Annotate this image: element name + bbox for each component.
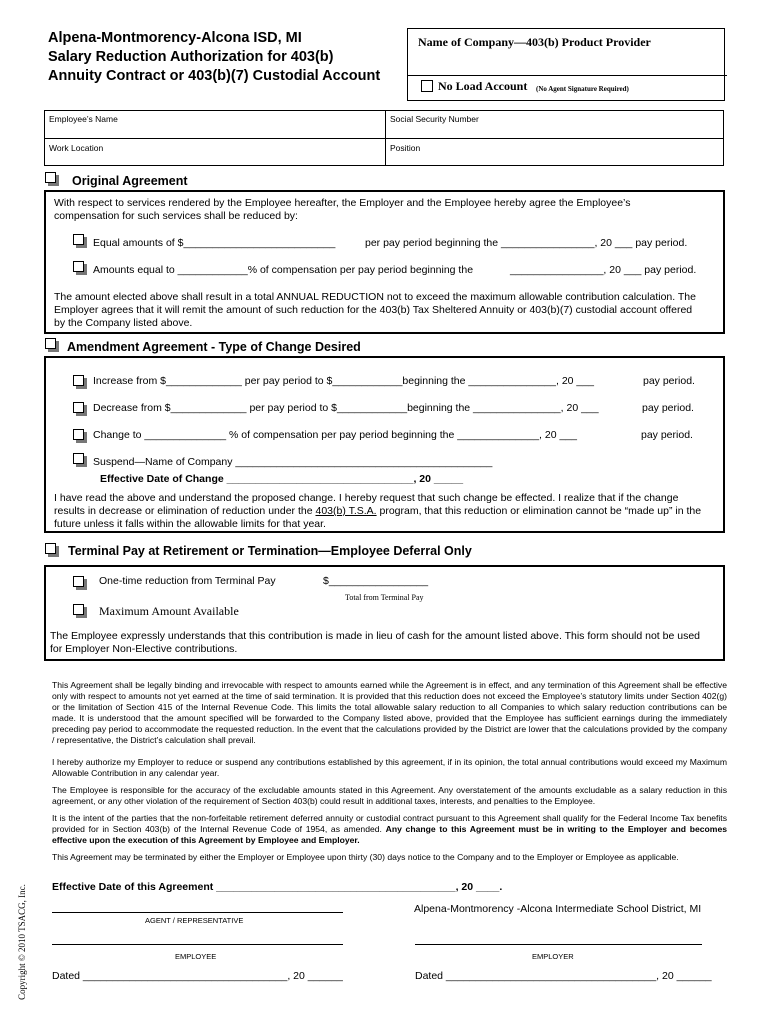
equal-amounts-text[interactable]: Equal amounts of $__________________________ xyxy=(93,237,336,249)
increase-checkbox[interactable] xyxy=(73,375,84,386)
work-location-field[interactable]: Work Location xyxy=(49,143,104,153)
terminal-amount-field[interactable]: $_________________ xyxy=(323,575,429,587)
equal-amounts-checkbox[interactable] xyxy=(73,234,84,245)
amendment-agreement-heading: Amendment Agreement - Type of Change Desired xyxy=(67,340,361,354)
amendment-ack-line3: future unless it falls within the allowable limits for that year. xyxy=(54,518,326,530)
position-field[interactable]: Position xyxy=(390,143,421,153)
suspend-checkbox[interactable] xyxy=(73,453,84,464)
amounts-equal-period-text[interactable]: ________________, 20 ___ pay period. xyxy=(510,264,697,276)
original-intro-line2: compensation for such services shall be reduced by: xyxy=(54,210,298,222)
suspend-text[interactable]: Suspend—Name of Company ____________________________________________ xyxy=(93,456,493,468)
ack-text-a: results in decrease or elimination of reduction under the xyxy=(54,505,316,517)
legal-p4-text: It is the intent of the parties that the non-forfeitable retirement deferred annuity or custodial contract pursuant to this Agreement shall qualify for the Federal Income Tax benefits provided for in Section 403(b) of the Internal Revenue Code of 1954, as amended. xyxy=(52,813,727,834)
one-time-text: One-time reduction from Terminal Pay xyxy=(99,575,276,587)
form-title-line2: Salary Reduction Authorization for 403(b) xyxy=(48,49,334,65)
employee-signature-line[interactable] xyxy=(52,944,343,945)
employee-name-field[interactable]: Employee’s Name xyxy=(49,114,118,124)
legal-paragraph-5: This Agreement may be terminated by either the Employer or Employee upon thirty (30) days notice to the Company and to the Employer or Employee as applicable. xyxy=(52,852,679,862)
terminal-pay-checkbox[interactable] xyxy=(45,543,56,554)
company-name-divider xyxy=(407,75,727,76)
one-time-checkbox[interactable] xyxy=(73,576,84,587)
legal-paragraph-3: The Employee is responsible for the accuracy of the excludable amounts stated in this Agreement. Any overstatement of the amounts excludable as a salary reduction in this agreement, or any other violation of the requirement of Section 403(b) could result in additional taxes, interests, and penalties to the Employee. xyxy=(52,785,727,806)
terminal-total-label: Total from Terminal Pay xyxy=(345,593,424,602)
original-intro-line1: With respect to services rendered by the Employee hereafter, the Employer and the Employee hereby agree the Employee’s xyxy=(54,197,631,209)
original-agreement-checkbox[interactable] xyxy=(45,172,56,183)
no-load-note: (No Agent Signature Required) xyxy=(536,85,629,93)
original-note-line2: Employer agrees that it will remit the amount of such reduction for the 403(b) Tax Sheltered Annuity or 403(b)(7) custodial account offered xyxy=(54,304,693,316)
original-note-line1: The amount elected above shall result in a total ANNUAL REDUCTION not to exceed the maximum allowable contribution calculation. The xyxy=(54,291,696,303)
no-load-checkbox[interactable] xyxy=(421,80,433,92)
decrease-text[interactable]: Decrease from $_____________ per pay period to $____________beginning the _______________, 20 ___ xyxy=(93,402,599,414)
maximum-amount-checkbox[interactable] xyxy=(73,604,84,615)
change-period-text: pay period. xyxy=(641,429,693,441)
ack-text-c: program, that this reduction or elimination cannot be “made up” in the xyxy=(376,505,702,517)
increase-period-text: pay period. xyxy=(643,375,695,387)
employee-info-divider-h xyxy=(44,138,724,139)
dated-left[interactable]: Dated ___________________________________, 20 ______ xyxy=(52,970,343,982)
amendment-agreement-checkbox[interactable] xyxy=(45,338,56,349)
form-title-line1: Alpena-Montmorency-Alcona ISD, MI xyxy=(48,30,302,46)
increase-text[interactable]: Increase from $_____________ per pay period to $____________beginning the _______________, 20 ___ xyxy=(93,375,594,387)
legal-paragraph-1: This Agreement shall be legally binding and irrevocable with respect to amounts earned while the Agreement is in effect, and any termination of this Agreement shall be effective only with respect to amounts not yet earned at the time of said termination. It is provided that this reduction does not exceed the Employee’s statutory limits under Section 402(g) or the limitation of Section 415 of the Internal Revenue Code. This limits the total allowable salary reduction to all Companies to which salary reduction contributions can be made. It is understood that the amount specified will be forwarded to the Company listed above, provided that the Employee has sufficient earnings during the immediately preceding pay period to accommodate the requested reduction. In the event that the calculations provided by the District are lower that the calculations provided by the company / representative, the District’s calculation shall prevail. xyxy=(52,680,727,745)
change-text[interactable]: Change to ______________ % of compensation per pay period beginning the ______________, 20 ___ xyxy=(93,429,577,441)
agent-label: AGENT / REPRESENTATIVE xyxy=(145,916,244,925)
maximum-amount-text: Maximum Amount Available xyxy=(99,604,239,618)
original-agreement-heading: Original Agreement xyxy=(72,174,188,188)
employee-label: EMPLOYEE xyxy=(175,952,217,961)
equal-amounts-period-text[interactable]: per pay period beginning the ________________, 20 ___ pay period. xyxy=(365,237,688,249)
company-name-label: Name of Company—403(b) Product Provider xyxy=(418,35,651,49)
dated-right[interactable]: Dated ____________________________________, 20 ______ xyxy=(415,970,712,982)
legal-paragraph-2: I hereby authorize my Employer to reduce or suspend any contributions established by this agreement, if in its opinion, the total annual contributions would exceed my Maximum Allowable Contribution in any calendar year. xyxy=(52,757,727,778)
form-title-line3: Annuity Contract or 403(b)(7) Custodial Account xyxy=(48,68,381,84)
terminal-pay-heading: Terminal Pay at Retirement or Termination—Employee Deferral Only xyxy=(68,544,472,558)
effective-date-agreement[interactable]: Effective Date of this Agreement _________________________________________, 20 ____. xyxy=(52,881,503,893)
original-note-line3: by the Company listed above. xyxy=(54,317,193,329)
amounts-equal-checkbox[interactable] xyxy=(73,261,84,272)
legal-p4-bold: Any change to this Agreement must be in writing to the Employer and becomes effective upon the execution of this Agreement by Employee and Employer. xyxy=(52,824,728,845)
decrease-checkbox[interactable] xyxy=(73,402,84,413)
amounts-equal-text[interactable]: Amounts equal to ____________% of compensation per pay period beginning the xyxy=(93,264,474,276)
district-name: Alpena-Montmorency -Alcona Intermediate School District, MI xyxy=(414,903,702,915)
copyright-notice: Copyright © 2010 TSACG, Inc. xyxy=(17,884,27,1000)
amendment-ack-line2 xyxy=(54,505,701,517)
terminal-note-line1: The Employee expressly understands that this contribution is made in lieu of cash for the amount listed above. This form should not be used xyxy=(50,630,701,642)
amendment-ack-line1: I have read the above and understand the proposed change. I hereby request that such change be effected. I realize that if the change xyxy=(54,492,679,504)
decrease-period-text: pay period. xyxy=(642,402,694,414)
agent-signature-line[interactable] xyxy=(52,912,343,913)
change-checkbox[interactable] xyxy=(73,429,84,440)
terminal-note-line2: for Employer Non-Elective contributions. xyxy=(50,643,238,655)
no-load-label: No Load Account xyxy=(438,79,528,93)
employer-signature-line[interactable] xyxy=(415,944,702,945)
effective-date-change[interactable]: Effective Date of Change ________________________________, 20 _____ xyxy=(100,473,464,485)
employer-label: EMPLOYER xyxy=(532,952,574,961)
employee-info-divider-v xyxy=(385,110,386,166)
ack-tsa-link: 403(b) T.S.A. xyxy=(315,505,377,517)
legal-paragraph-4 xyxy=(52,813,727,846)
ssn-field[interactable]: Social Security Number xyxy=(390,114,479,124)
